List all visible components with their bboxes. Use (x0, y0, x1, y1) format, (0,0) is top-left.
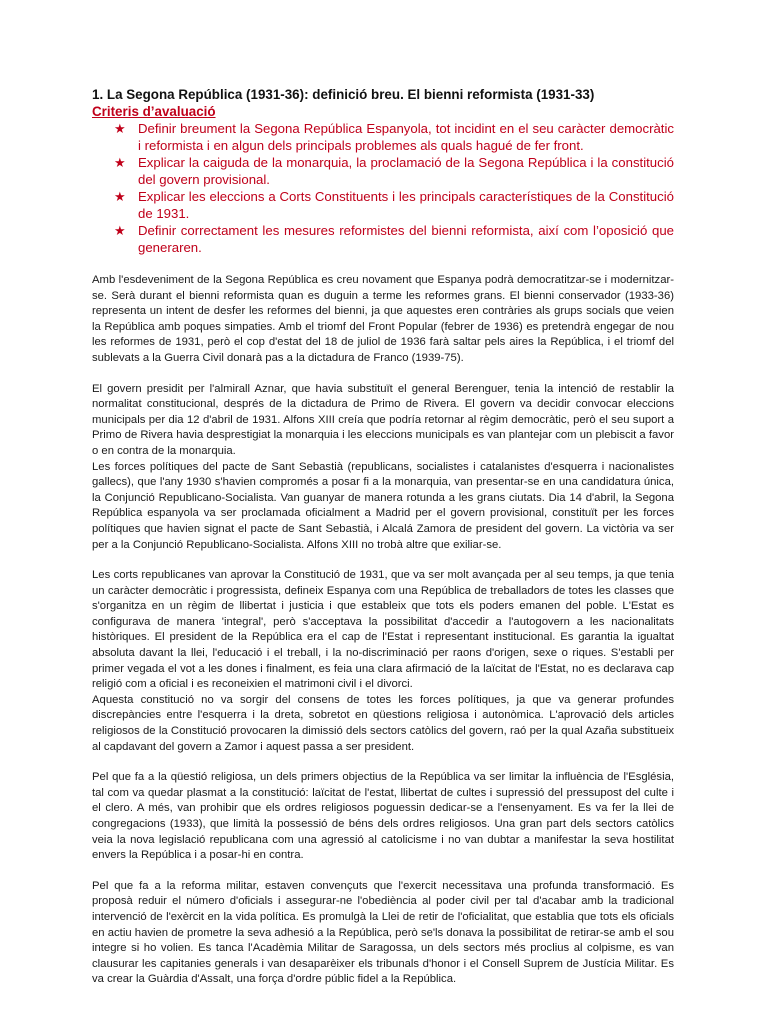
criteri-text: Explicar la caiguda de la monarquia, la proclamació de la Segona República i la constitució del govern provisional. (138, 155, 674, 187)
paragraph-constitucio: Les corts republicanes van aprovar la Constitució de 1931, que va ser molt avançada per al seu temps, ja que tenia un caràcter democràtic i progressista, defineix Espanya com una República de treballadors de totes les classes que s'organitza en un règim de llibertat i justicia i que estableix que tots els poders emanen del poble. L'Estat es configurava de manera 'integral', però s'acceptava la possibilitat d'accedir a l'autogovern a les nacionalitats històriques. El president de la República era el cap de l'Estat i representant institucional. Es garantia la igualtat absoluta davant la llei, l'educació i el treball, i la no-discriminació per raons d'origen, sexe o riques. S'establi per primer vegada el vot a les dones i finalment, es feia una clara afirmació de la laïcitat de l'Estat, no es declarava cap religió com a oficial i es reconeixien el matrimoni civil i el divorci. (92, 569, 674, 691)
document-page (92, 86, 674, 988)
criteri-item (114, 188, 674, 222)
criteri-text: Definir correctament les mesures reformistes del bienni reformista, així com l’oposició que generaren. (138, 223, 674, 255)
star-icon: ★ (114, 155, 126, 170)
criteris-title: Criteris d’avaluació (92, 104, 216, 119)
criteri-text: Definir breument la Segona República Espanyola, tot incidint en el seu caràcter democràtic i reformista i en algun dels principals problemes als quals hagué de fer front. (138, 121, 674, 153)
star-icon: ★ (114, 121, 126, 136)
paragraph-govern-aznar: El govern presidit per l'almirall Aznar, que havia substituït el general Berenguer, tenia la intenció de restablir la normalitat constitucional, després de la dictadura de Primo de Rivera. El govern va decidir convocar eleccions municipals per dia 12 d'abril de 1931. Alfons XIII creía que podría retornar al règim democràtic, però el seu suport a Primo de Rivera havia desprestigiat la monarquia i les eleccions municipals es van plantejar com un plebiscit a favor o en contra de la monarquia. (92, 382, 674, 457)
criteri-text: Explicar les eleccions a Corts Constituents i les principals característiques de la Constitució de 1931. (138, 189, 674, 221)
criteri-item (114, 154, 674, 188)
criteri-item (114, 222, 674, 256)
paragraph-questio-religiosa: Pel que fa a la qüestió religiosa, un dels primers objectius de la República va ser limitar la influència de l'Església, tal com va quedar plasmat a la constitució: laïcitat de l'estat, llibertat de cultes i supressió del pressupost del culte i el clero. A més, van prohibir que els ordres religiosos poguessin dedicar-se a l'ensenyament. Es va fer la llei de congregacions (1933), que limità la possessió de béns dels ordres religiosos. Una gran part dels sectors catòlics veia la nova legislació republicana com una agressió al catolicisme i no van dubtar a manifestar la seva hostilitat envers la República i a posar-hi en contra. (92, 771, 674, 862)
criteris-list (92, 120, 674, 256)
paragraph-intro: Amb l'esdeveniment de la Segona República es creu novament que Espanya podrà democratitzar-se i modernitzar-se. Serà durant el bienni reformista quan es duguin a terme les reformes grans. El bienni conservador (1933-36) representa un intent de desfer les reformes del bienni, ja que aquestes eren contràries als grups socials que veien la República amb poques simpaties. Amb el triomf del Front Popular (febrer de 1936) es pretendrà engegar de nou les reformes de 1931, però el cop d'estat del 18 de juliol de 1936 farà saltar pels aires la República, i el triomf del sublevats a la Guerra Civil donarà pas a la dictadura de Franco (1939-75). (92, 274, 674, 364)
paragraph-discrepancies: Aquesta constitució no va sorgir del consens de totes les forces polítiques, ja que va generar profundes discrepàncies entre l'esquerra i la dreta, sobretot en qüestions religiosa i autonòmica. L'aprovació dels articles religiosos de la Constitució provocaren la dimissió dels sectors catòlics del govern, raó per la qual Azaña substitueix al capdavant del govern a Zamor i aquest passa a ser president. (92, 693, 674, 753)
section-heading: 1. La Segona República (1931-36): definició breu. El bienni reformista (1931-33) (92, 87, 595, 102)
paragraph-reforma-militar: Pel que fa a la reforma militar, estaven convençuts que l'exercit necessitava una profunda transformació. Es proposà reduir el número d'oficials i assegurar-ne l'obediència al poder civil per tal d'acabar amb la tradicional intervenció de l'exèrcit en la vida política. Es promulgà la Llei de retir de l'oficialitat, que establia que tots els oficials en actiu havien de prometre la seva adhesió a la República, però se'ls donava la possibilitat de retirar-se amb el sou integre si ho volien. Es tanca l'Acadèmia Militar de Saragossa, un dels sectors més proclius al colpisme, es van clausurar les capitanies generals i van desaparèixer els tribunals d'honor i el Consell Suprem de Justícia Militar. Es va crear la Guàrdia d'Assalt, una força d'ordre públic fidel a la República. (92, 879, 674, 986)
star-icon: ★ (114, 189, 126, 204)
star-icon: ★ (114, 223, 126, 238)
criteri-item (114, 120, 674, 154)
paragraph-pacte-sant-sebastia: Les forces polítiques del pacte de Sant Sebastià (republicans, socialistes i catalanistes d'esquerra i nacionalistes gallecs), que l'any 1930 s'havien compromés a posar fi a la monarquia, van presentar-se en una candidatura única, la Conjunció Republicano-Socialista. Van guanyar de manera rotunda a les grans ciutats. Dia 14 d'abril, la Segona República espanyola va ser proclamada oficialment a Madrid per el govern provisional, constituït per les forces polítiques que havien signat el pacte de Sant Sebastià, i Alcalá Zamora de president del govern. La victòria va ser per a la Conjunció Republicano-Socialista. Alfons XIII no trobà altre que exiliar-se. (92, 460, 674, 551)
